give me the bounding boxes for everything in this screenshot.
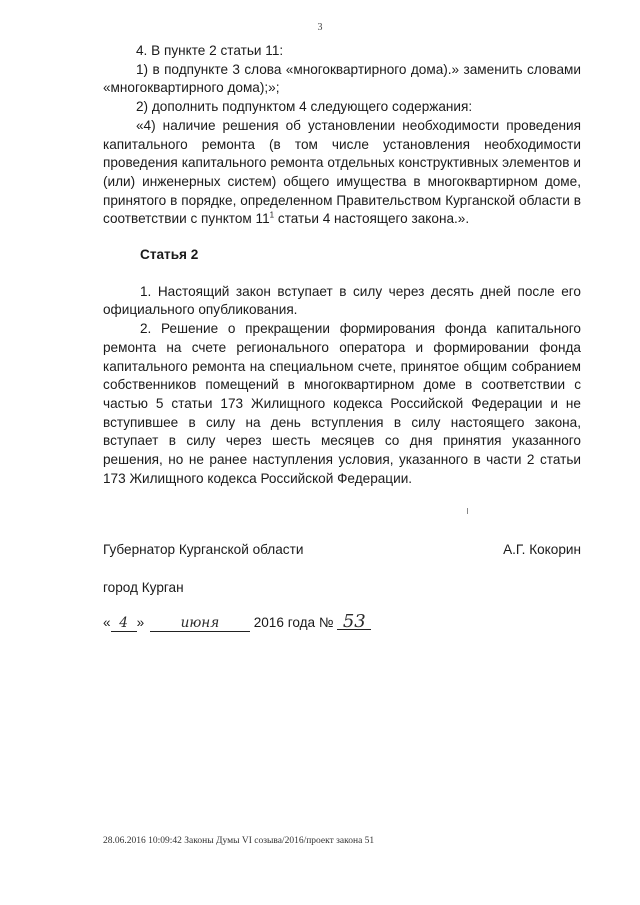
signatory-position: Губернатор Курганской области	[103, 542, 304, 557]
subitem-2: 2) дополнить подпунктом 4 следующего содержания:	[136, 99, 473, 115]
law-text	[103, 42, 581, 488]
date-day: 4	[111, 616, 137, 632]
law-number: 53	[337, 614, 371, 630]
city-line: город Курган	[103, 580, 184, 595]
scan-speck	[467, 508, 468, 514]
date-month: июня	[150, 616, 250, 632]
footnote-sup: 1	[269, 210, 275, 220]
article-2-paragraph-2: 2. Решение о прекращении формирования фонда капитального ремонта на счете регионального оператора и формировании фонда капитального ремонта на специальном счете, принятое общим собранием собственников помещений в многоквартирном доме в соответствии с частью 5 статьи 173 Жилищного кодекса Российской Федерации и не вступившее в силу на день вступления в силу настоящего закона, вступает в силу через шесть месяцев со дня принятия указанного решения, но не ранее наступления условия, указанного в части 2 статьи 173 Жилищного кодекса Российской Федерации.	[103, 321, 581, 486]
article-2-paragraph-1: 1. Настоящий закон вступает в силу через десять дней после его официального опубликования.	[103, 283, 581, 318]
footer-stamp: 28.06.2016 10:09:42 Законы Думы VI созыва/2016/проект закона 51	[103, 836, 375, 846]
article-2-heading: Статья 2	[140, 247, 199, 263]
date-close-quote: »	[136, 615, 145, 630]
signatory-name: А.Г. Кокорин	[503, 542, 581, 557]
date-open-quote: «	[103, 615, 111, 630]
item-4: 4. В пункте 2 статьи 11:	[136, 43, 284, 58]
signature-block	[103, 542, 581, 557]
date-line	[103, 611, 371, 632]
page-number: 3	[317, 22, 323, 33]
quoted-subpoint-4	[103, 117, 581, 229]
subitem-1: 1) в подпункте 3 слова «многоквартирного дома).» заменить словами «многоквартирного дома);»;	[103, 61, 581, 96]
quote-text-end: статьи 4 настоящего закона.».	[274, 211, 470, 227]
date-year: 2016 года №	[253, 615, 334, 630]
quote-text: «4) наличие решения об установлении необходимости проведения капитального ремонта (в том числе установления необходимости проведения капитального ремонта отдельных конструктивных элементов и (или) инженерных систем) общего имущества в многоквартирном доме, принятого в порядке, определенном Правительством Курганской области в соответствии с пунктом 11	[103, 117, 581, 227]
